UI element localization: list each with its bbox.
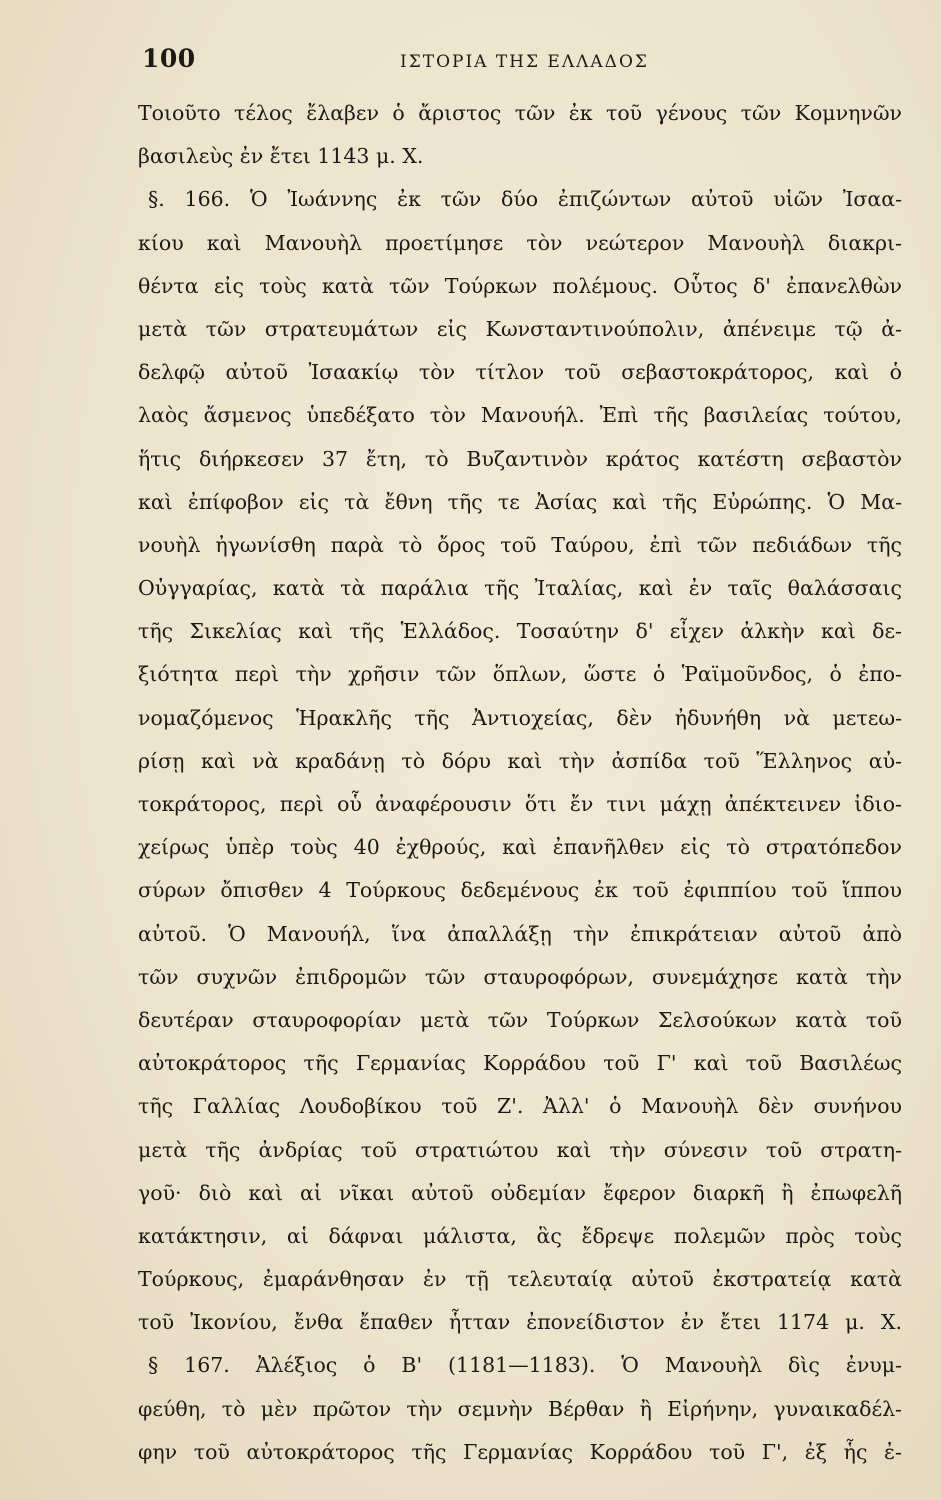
text-line: τῶν συχνῶν ἐπιδρομῶν τῶν σταυροφόρων, συνεμάχησε κατὰ τὴν: [138, 964, 902, 989]
text-line: ρίσῃ καὶ νὰ κραδάνῃ τὸ δόρυ καὶ τὴν ἀσπίδα τοῦ Ἕλληνος αὐ-: [138, 748, 902, 773]
text-line: Οὐγγαρίας, κατὰ τὰ παράλια τῆς Ἰταλίας, καὶ ἐν ταῖς θαλάσσαις: [138, 576, 902, 601]
text-line: δευτέραν σταυροφορίαν μετὰ τῶν Τούρκων Σελσούκων κατὰ τοῦ: [138, 1007, 902, 1032]
text-line: βασιλεὺς ἐν ἔτει 1143 μ. Χ.: [138, 144, 424, 169]
text-line: λαὸς ἄσμενος ὑπεδέξατο τὸν Μανουήλ. Ἐπὶ τῆς βασιλείας τούτου,: [138, 403, 902, 428]
text-line: γοῦ· διὸ καὶ αἱ νῖκαι αὐτοῦ οὐδεμίαν ἔφερον διαρκῆ ἢ ἐπωφελῆ: [138, 1180, 902, 1205]
running-head: [140, 44, 900, 80]
text-line: αὐτοκράτορος τῆς Γερμανίας Κορράδου τοῦ Γ' καὶ τοῦ Βασιλέως: [138, 1051, 902, 1076]
text-line: θέντα εἰς τοὺς κατὰ τῶν Τούρκων πολέμους. Οὗτος δ' ἐπανελθὼν: [138, 273, 902, 298]
text-line: § 167. Ἀλέξιος ὁ Β' (1181—1183). Ὁ Μανουὴλ δὶς ἐνυμ-: [148, 1353, 902, 1378]
text-line: κατάκτησιν, αἱ δάφναι μάλιστα, ἃς ἔδρεψε πολεμῶν πρὸς τοὺς: [138, 1223, 902, 1248]
text-line: Τούρκους, ἐμαράνθησαν ἐν τῇ τελευταίᾳ αὐτοῦ ἐκστρατείᾳ κατὰ: [138, 1267, 902, 1292]
text-line: φεύθη, τὸ μὲν πρῶτον τὴν σεμνὴν Βέρθαν ἢ Εἰρήνην, γυναικαδέλ-: [138, 1396, 902, 1421]
page-number: 100: [142, 44, 196, 73]
text-line: §. 166. Ὁ Ἰωάννης ἐκ τῶν δύο ἐπιζώντων αὐτοῦ υἱῶν Ἰσαα-: [148, 187, 902, 212]
text-line: τῆς Σικελίας καὶ τῆς Ἑλλάδος. Τοσαύτην δ' εἶχεν ἀλκὴν καὶ δε-: [138, 619, 902, 644]
running-title: ΙΣΤΟΡΙΑ ΤΗΣ ΕΛΛΑΔΟΣ: [400, 52, 649, 72]
text-line: τῆς Γαλλίας Λουδοβίκου τοῦ Ζ'. Ἀλλ' ὁ Μανουὴλ δὲν συνήνου: [138, 1094, 902, 1119]
text-line: τοκράτορος, περὶ οὗ ἀναφέρουσιν ὅτι ἔν τινι μάχῃ ἀπέκτεινεν ἰδιο-: [138, 792, 902, 816]
text-line: δελφῷ αὐτοῦ Ἰσαακίῳ τὸν τίτλον τοῦ σεβαστοκράτορος, καὶ ὁ: [138, 360, 902, 385]
text-line: Τοιοῦτο τέλος ἔλαβεν ὁ ἄριστος τῶν ἐκ τοῦ γένους τῶν Κομνηνῶν: [138, 101, 902, 125]
text-line: τοῦ Ἰκονίου, ἔνθα ἔπαθεν ἧτταν ἐπονείδιστον ἐν ἔτει 1174 μ. Χ.: [138, 1310, 902, 1335]
text-line: καὶ ἐπίφοβον εἰς τὰ ἔθνη τῆς τε Ἀσίας καὶ τῆς Εὐρώπης. Ὁ Μα-: [138, 489, 902, 514]
text-line: ἥτις διήρκεσεν 37 ἔτη, τὸ Βυζαντινὸν κράτος κατέστη σεβαστὸν: [138, 446, 902, 471]
text-line: ξιότητα περὶ τὴν χρῆσιν τῶν ὅπλων, ὥστε ὁ Ῥαϊμοῦνδος, ὁ ἐπο-: [138, 662, 902, 687]
body-text: [138, 92, 902, 1474]
text-line: αὐτοῦ. Ὁ Μανουήλ, ἵνα ἀπαλλάξῃ τὴν ἐπικράτειαν αὐτοῦ ἀπὸ: [138, 921, 902, 946]
text-line: χείρως ὑπὲρ τοὺς 40 ἐχθρούς, καὶ ἐπανῆλθεν εἰς τὸ στρατόπεδον: [138, 835, 902, 860]
text-line: σύρων ὄπισθεν 4 Τούρκους δεδεμένους ἐκ τοῦ ἐφιππίου τοῦ ἵππου: [138, 878, 902, 903]
text-line: νομαζόμενος Ἡρακλῆς τῆς Ἀντιοχείας, δὲν ἠδυνήθη νὰ μετεω-: [138, 705, 902, 730]
text-line: νουὴλ ἠγωνίσθη παρὰ τὸ ὄρος τοῦ Ταύρου, ἐπὶ τῶν πεδιάδων τῆς: [138, 532, 902, 557]
text-line: μετὰ τῆς ἀνδρίας τοῦ στρατιώτου καὶ τὴν σύνεσιν τοῦ στρατη-: [138, 1137, 902, 1162]
text-line: κίου καὶ Μανουὴλ προετίμησε τὸν νεώτερον Μανουὴλ διακρι-: [138, 230, 902, 255]
text-line: φην τοῦ αὐτοκράτορος τῆς Γερμανίας Κορράδου τοῦ Γ', ἐξ ἧς ἐ-: [138, 1439, 902, 1464]
text-line: μετὰ τῶν στρατευμάτων εἰς Κωνσταντινούπολιν, ἀπένειμε τῷ ἀ-: [138, 316, 902, 341]
